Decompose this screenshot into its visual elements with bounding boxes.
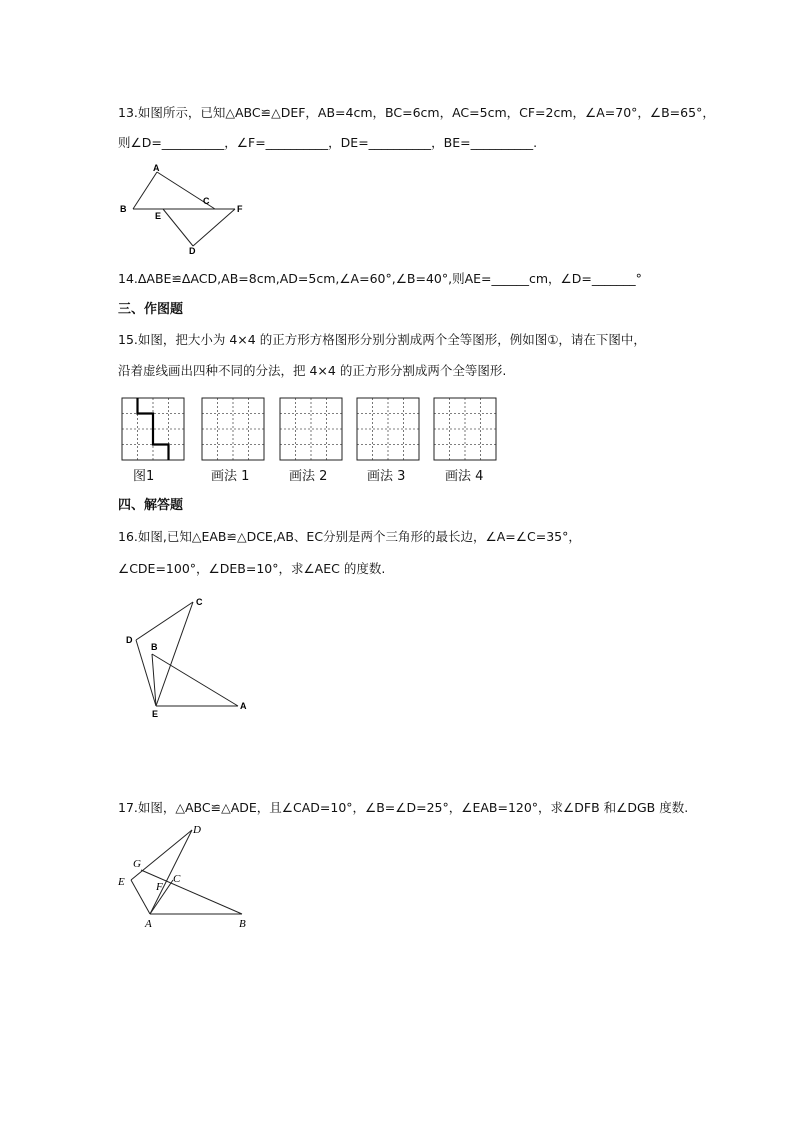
q14-line1: 14.ΔABE≌ΔACD,AB=8cm,AD=5cm,∠A=60°,∠B=40°,则AE=______cm，∠D=_______° <box>118 271 642 286</box>
q13-line1: 13.如图所示，已知△ABC≌△DEF，AB=4cm，BC=6cm，AC=5cm，CF=2cm，∠A=70°，∠B=65°， <box>118 105 715 120</box>
q13-label-a: A <box>153 163 160 173</box>
q17-label-a: A <box>145 918 152 930</box>
q16-label-a: A <box>240 701 247 711</box>
q16-line2: ∠CDE=100°，∠DEB=10°，求∠AEC 的度数. <box>118 561 386 576</box>
q15-grid-3 <box>279 397 343 461</box>
q15-caption-5: 画法 4 <box>445 469 484 484</box>
q16-figure <box>118 592 258 724</box>
q15-grid-5 <box>433 397 497 461</box>
q17-label-c: C <box>173 873 181 885</box>
q15-grid-1 <box>121 397 185 461</box>
q15-caption-2: 画法 1 <box>211 469 250 484</box>
q13-line2: 则∠D=__________，∠F=__________，DE=__________，BE=__________. <box>118 135 538 150</box>
section3-title: 三、作图题 <box>118 302 184 317</box>
q17-line1: 17.如图，△ABC≌△ADE，且∠CAD=10°，∠B=∠D=25°，∠EAB=120°，求∠DFB 和∠DGB 度数. <box>118 800 689 815</box>
q15-caption-1: 图1 <box>133 469 155 484</box>
q16-label-c: C <box>196 597 203 607</box>
q13-label-d: D <box>189 246 196 255</box>
q13-label-e: E <box>155 211 162 221</box>
section4-title: 四、解答题 <box>118 498 184 513</box>
q15-grid-4 <box>356 397 420 461</box>
q16-label-e: E <box>152 709 159 719</box>
q16-line1: 16.如图,已知△EAB≌△DCE,AB、EC分别是两个三角形的最长边，∠A=∠C=35°， <box>118 529 581 544</box>
q15-caption-4: 画法 3 <box>367 469 406 484</box>
q17-label-b: B <box>239 918 246 930</box>
q17-label-g: G <box>133 858 141 870</box>
q15-caption-3: 画法 2 <box>289 469 328 484</box>
q17-label-d: D <box>193 824 201 836</box>
q17-label-e: E <box>118 876 125 888</box>
q17-label-f: F <box>156 881 163 893</box>
q16-label-d: D <box>126 635 133 645</box>
q16-label-b: B <box>151 642 158 652</box>
q15-line2: 沿着虚线画出四种不同的分法，把 4×4 的正方形分割成两个全等图形. <box>118 363 507 378</box>
q17-figure <box>115 820 265 932</box>
q13-label-f: F <box>237 204 243 214</box>
q13-label-c: C <box>203 196 210 206</box>
q15-line1: 15.如图，把大小为 4×4 的正方形方格图形分别分割成两个全等图形，例如图①，请在下图中， <box>118 332 646 347</box>
q13-label-b: B <box>120 204 127 214</box>
q13-figure <box>115 160 255 255</box>
q15-grid-2 <box>201 397 265 461</box>
